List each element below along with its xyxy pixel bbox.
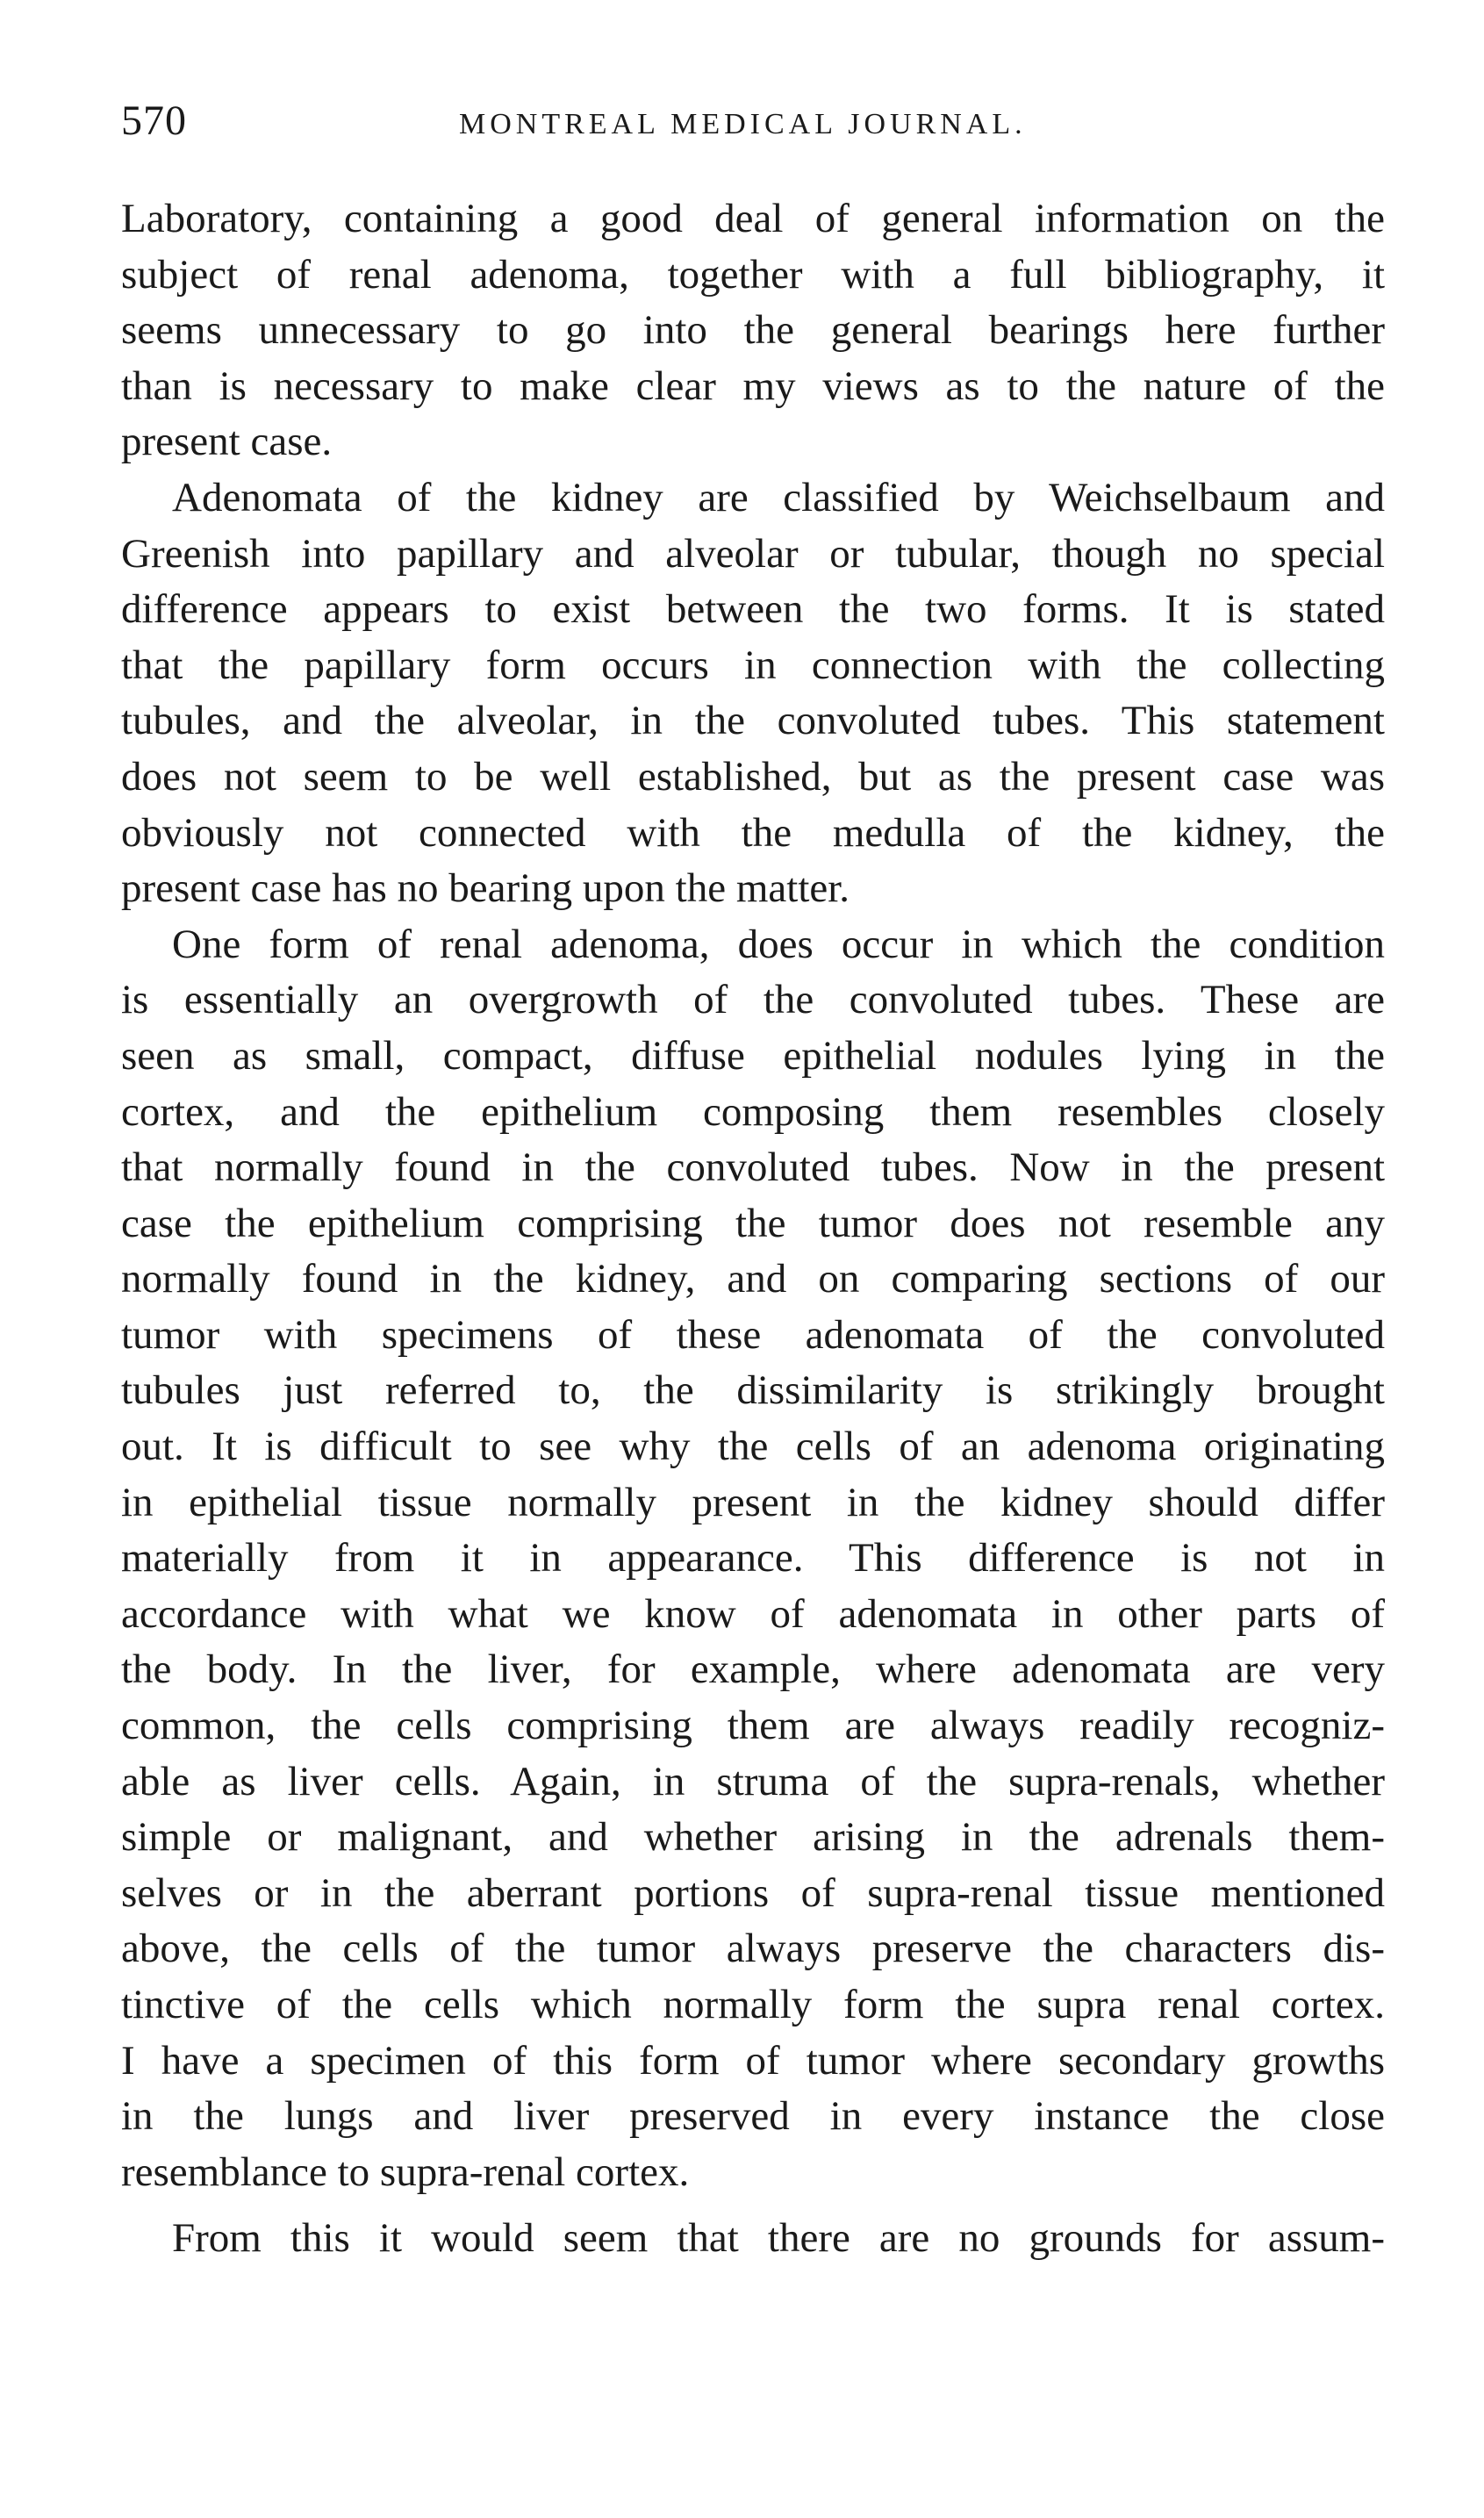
text-line: obviously not connected with the medulla of the kidney, the bbox=[121, 809, 1385, 856]
text-line: tubules just referred to, the dissimilarity is strikingly brought bbox=[121, 1367, 1385, 1414]
text-line: in the lungs and liver preserved in every instance the close bbox=[121, 2093, 1385, 2140]
text-line: simple or malignant, and whether arising in the adrenals them- bbox=[121, 1814, 1385, 1861]
text-line: selves or in the aberrant portions of supra-renal tissue mentioned bbox=[121, 1869, 1385, 1916]
text-line: present case has no bearing upon the matter. bbox=[121, 865, 850, 912]
text-line: accordance with what we know of adenomata in other parts of bbox=[121, 1590, 1385, 1637]
text-line: that normally found in the convoluted tubes. Now in the present bbox=[121, 1144, 1385, 1191]
text-line: Greenish into papillary and alveolar or tubular, though no special bbox=[121, 530, 1385, 577]
text-line: Laboratory, containing a good deal of general information on the bbox=[121, 196, 1385, 241]
paragraph-1 bbox=[121, 191, 1385, 470]
text-line: subject of renal adenoma, together with a full bibliography, it bbox=[121, 251, 1385, 298]
text-line: One form of renal adenoma, does occur in which the condition bbox=[172, 921, 1385, 967]
text-line: than is necessary to make clear my views as to the nature of the bbox=[121, 362, 1385, 409]
text-line: present case. bbox=[121, 419, 333, 465]
text-line: in epithelial tissue normally present in the kidney should differ bbox=[121, 1479, 1385, 1525]
text-line: tumor with specimens of these adenomata of the convoluted bbox=[121, 1311, 1385, 1358]
running-title: MONTREAL MEDICAL JOURNAL. bbox=[459, 108, 1027, 140]
text-line: is essentially an overgrowth of the convoluted tubes. These are bbox=[121, 977, 1385, 1023]
text-line: difference appears to exist between the two forms. It is stated bbox=[121, 586, 1385, 633]
text-line: above, the cells of the tumor always preserve the characters dis- bbox=[121, 1926, 1385, 1972]
text-line: resemblance to supra-renal cortex. bbox=[121, 2149, 690, 2195]
text-line: out. It is difficult to see why the cells of an adenoma originating bbox=[121, 1424, 1385, 1470]
page-number: 570 bbox=[121, 97, 187, 144]
text-line: cortex, and the epithelium composing them resembles closely bbox=[121, 1088, 1385, 1135]
text-line: normally found in the kidney, and on comparing sections of our bbox=[121, 1256, 1385, 1302]
text-line: that the papillary form occurs in connection with the collecting bbox=[121, 642, 1385, 688]
text-line: I have a specimen of this form of tumor where secondary growths bbox=[121, 2037, 1385, 2084]
paragraph-3 bbox=[121, 917, 1385, 2201]
text-line: tubules, and the alveolar, in the convoluted tubes. This statement bbox=[121, 698, 1385, 744]
text-line: Adenomata of the kidney are classified by Weichselbaum and bbox=[172, 474, 1385, 520]
page-header bbox=[121, 95, 1402, 156]
text-line: seems unnecessary to go into the general bearings here further bbox=[121, 307, 1385, 354]
paragraph-4 bbox=[121, 2211, 1385, 2267]
text-line: tinctive of the cells which normally form the supra renal cortex. bbox=[121, 1982, 1385, 2027]
body-text bbox=[121, 191, 1385, 2267]
text-line: common, the cells comprising them are always readily recogniz- bbox=[121, 1703, 1385, 1749]
text-line: does not seem to be well established, but as the present case was bbox=[121, 753, 1385, 800]
paragraph-2 bbox=[121, 470, 1385, 917]
text-line: materially from it in appearance. This difference is not in bbox=[121, 1535, 1385, 1582]
text-line: From this it would seem that there are no grounds for assum- bbox=[172, 2215, 1385, 2262]
text-line: able as liver cells. Again, in struma of the supra-renals, whether bbox=[121, 1758, 1385, 1804]
text-line: case the epithelium comprising the tumor does not resemble any bbox=[121, 1200, 1385, 1246]
text-line: seen as small, compact, diffuse epithelial nodules lying in the bbox=[121, 1032, 1385, 1079]
text-line: the body. In the liver, for example, where adenomata are very bbox=[121, 1646, 1385, 1693]
